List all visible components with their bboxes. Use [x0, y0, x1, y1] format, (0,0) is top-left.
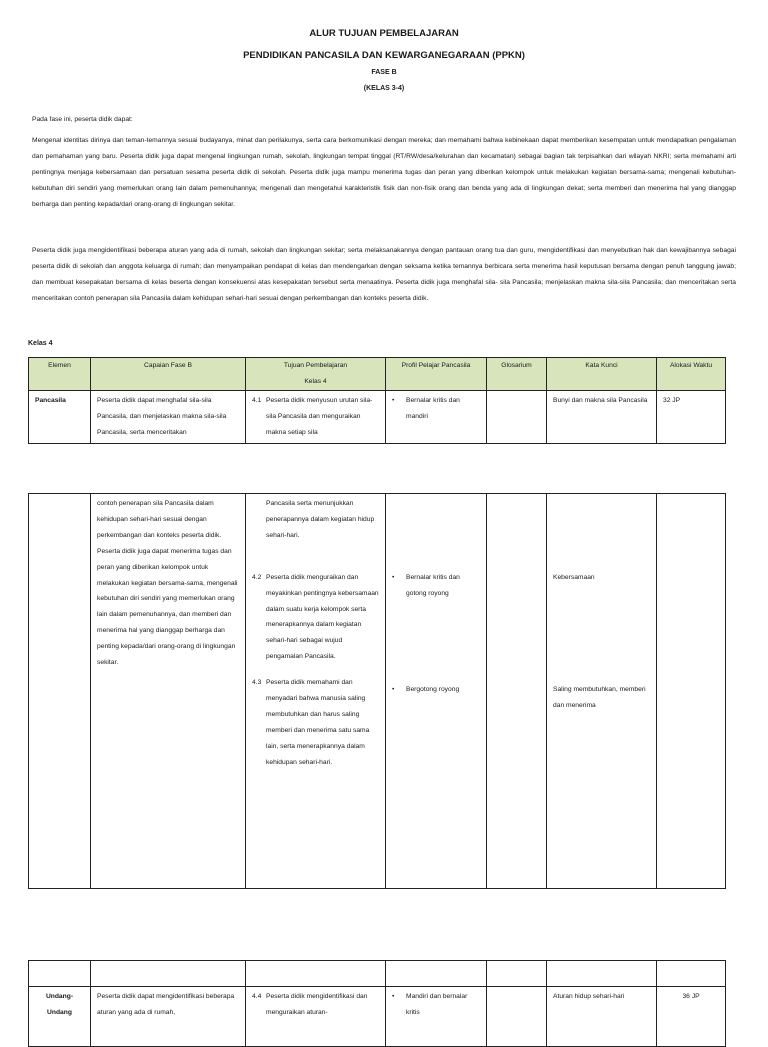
- cell-glosarium: [487, 494, 547, 889]
- bullet-icon: •: [392, 685, 395, 693]
- cell-profil: • Mandiri dan bernalar kritis: [386, 987, 487, 1047]
- cell-kata-kunci: Bunyi dan makna sila Pancasila: [547, 390, 657, 443]
- header-kata-kunci: Kata Kunci: [547, 358, 657, 391]
- cell-glosarium: [487, 390, 547, 443]
- intro-text: Pada fase ini, peserta didik dapat:: [32, 116, 133, 123]
- cell-alokasi: 36 JP: [657, 987, 726, 1047]
- cell-elemen: Pancasila: [29, 390, 91, 443]
- table-row: [29, 987, 726, 1047]
- cell-elemen: Undang-Undang: [29, 987, 91, 1047]
- tp-text: Peserta didik mengidentifikasi dan menguraikan aturan-: [266, 993, 368, 1016]
- phase-label: FASE B: [371, 69, 397, 76]
- cell-kata-kunci: Aturan hidup sehari-hari: [547, 987, 657, 1047]
- cell-elemen: [29, 494, 91, 889]
- subject-title: PENDIDIKAN PANCASILA DAN KEWARGANEGARAAN (PPKN): [243, 50, 525, 61]
- header-elemen: Elemen: [29, 358, 91, 391]
- table-header-row: [29, 358, 726, 391]
- bullet-icon: •: [392, 993, 395, 1000]
- document-title: ALUR TUJUAN PEMBELAJARAN: [309, 28, 459, 39]
- tp-number: 4.1: [252, 396, 262, 404]
- cell-alokasi: 32 JP: [657, 390, 726, 443]
- tp-text: Pancasila serta menunjukkan penerapannya dalam kegiatan hidup sehari-hari.: [266, 500, 375, 539]
- table-row: [29, 494, 726, 889]
- table-row: [29, 390, 726, 443]
- table-row-empty: [29, 961, 726, 987]
- kelas-label: Kelas 4: [28, 340, 53, 347]
- header-tujuan-sub: Kelas 4: [304, 377, 327, 385]
- grade-label: (KELAS 3-4): [363, 85, 405, 92]
- cell-capaian: contoh penerapan sila Pancasila dalam kehidupan sehari-hari sesuai dengan perkembangan dan konteks peserta didik. Peserta didik juga dapat menerima tugas dan peran yang diberikan kelompok untuk melakukan kegiatan bersama-sama, mengenali kebutuhan diri sendiri yang memerlukan orang lain dalam pemenuhannya, dan memberi dan menerima hal yang dianggap berharga dan penting kepada/dari orang-orang di lingkungan sekitar.: [91, 494, 246, 889]
- cell-tujuan: [246, 390, 386, 443]
- cell-alokasi: [657, 494, 726, 889]
- learning-table-part-2: [28, 493, 726, 889]
- cell-tujuan: [246, 494, 386, 889]
- cell-kata-kunci: Kebersamaan Saling membutuhkan, memberi dan menerima: [547, 494, 657, 889]
- header-tujuan-label: Tujuan Pembelajaran: [283, 362, 348, 369]
- bullet-icon: •: [392, 396, 395, 404]
- paragraph-1: Mengenal identitas dirinya dan teman-temannya sesuai budayanya, minat dan perilakunya, serta cara berkomunikasi dengan mereka; dan memahami bahwa kebinekaan dapat memberikan kesempatan untuk mendapatkan pengalaman dan pemahaman yang baru. Peserta didik juga dapat mengenal lingkungan rumah, sekolah, lingkungan tempat tinggal (RT/RW/desa/kelurahan dan kecamatan) sebagai bagian tak terpisahkan dari wilayah NKRI; serta memahami arti pentingnya menjaga kebersamaan dan persatuan sesama peserta didik di sekolah. Peserta didik juga mampu menerima tugas dan peran yang diberikan kelompok untuk melakukan kegiatan bersama-sama; mengenali kebutuhan-kebutuhan diri sendiri yang memerlukan orang lain dalam pemenuhannya; mengenali dan mengetahui karakteristik fisik dan non-fisik orang dan benda yang ada di lingkungan dekat; serta memberi dan menerima hal yang dianggap berharga dan penting kepada/dari orang-orang di lingkungan sekitar.: [32, 137, 736, 208]
- cell-profil: • Bernalar kritis dan mandiri: [386, 390, 487, 443]
- cell-profil: • Bernalar kritis dan gotong royong • Bergotong royong: [386, 494, 487, 889]
- paragraph-2: Peserta didik juga mengidentifikasi beberapa aturan yang ada di rumah, sekolah dan lingkungan sekitar; serta melaksanakannya dengan pantauan orang tua dan guru, mengidentifikasi dan menyebutkan hak dan kewajibannya sebagai peserta didik di sekolah dan anggota keluarga di rumah; dan menyampaikan pendapat di kelas dan mendengarkan dengan seksama ketika temannya berbicara serta menerima hasil keputusan bersama dengan penuh tanggung jawab; dan membuat kesepakatan bersama di kelas beserta dengan konsekuensi atas kesepakatan tersebut serta menaatinya. Peserta didik juga menghafal sila- sila Pancasila; menjelaskan makna sila-sila Pancasila; dan menceritakan serta menceritakan contoh penerapan sila Pancasila dalam kehidupan sehari-hari sesuai dengan perkembangan dan konteks peserta didik.: [32, 247, 736, 302]
- tp-number: 4.3: [252, 679, 262, 687]
- cell-glosarium: [487, 987, 547, 1047]
- learning-table-part-3: [28, 960, 726, 1047]
- cell-capaian: Peserta didik dapat menghafal sila-sila Pancasila, dan menjelaskan makna sila-sila Pancasila, serta menceritakan: [91, 390, 246, 443]
- learning-table-part-1: [28, 357, 726, 444]
- header-glosarium: Glosarium: [487, 358, 547, 391]
- bullet-icon: •: [392, 574, 395, 581]
- tp-text: Peserta didik menyusun urutan sila-sila Pancasila dan menguraikan makna setiap sila: [266, 396, 373, 436]
- cell-capaian: Peserta didik dapat mengidentifikasi beberapa aturan yang ada di rumah,: [91, 987, 246, 1047]
- header-tujuan: [246, 358, 386, 391]
- cell-tujuan: [246, 987, 386, 1047]
- tp-number: 4.4: [252, 993, 262, 1000]
- header-profil: Profil Pelajar Pancasila: [386, 358, 487, 391]
- tp-number: 4.2: [252, 573, 262, 581]
- header-capaian: Capaian Fase B: [91, 358, 246, 391]
- tp-text: Peserta didik menguraikan dan meyakinkan pentingnya kebersamaan dalam suatu kerja kelompok serta menerapkannya dalam kegiatan sehari-hari sebagai wujud pengamalan Pancasila.: [266, 573, 379, 661]
- header-alokasi: Alokasi Waktu: [657, 358, 726, 391]
- tp-text: Peserta didik memahami dan menyadari bahwa manusia saling membutuhkan dan harus saling memberi dan menerima satu sama lain, serta menerapkannya dalam kehidupan sehari-hari.: [266, 679, 370, 766]
